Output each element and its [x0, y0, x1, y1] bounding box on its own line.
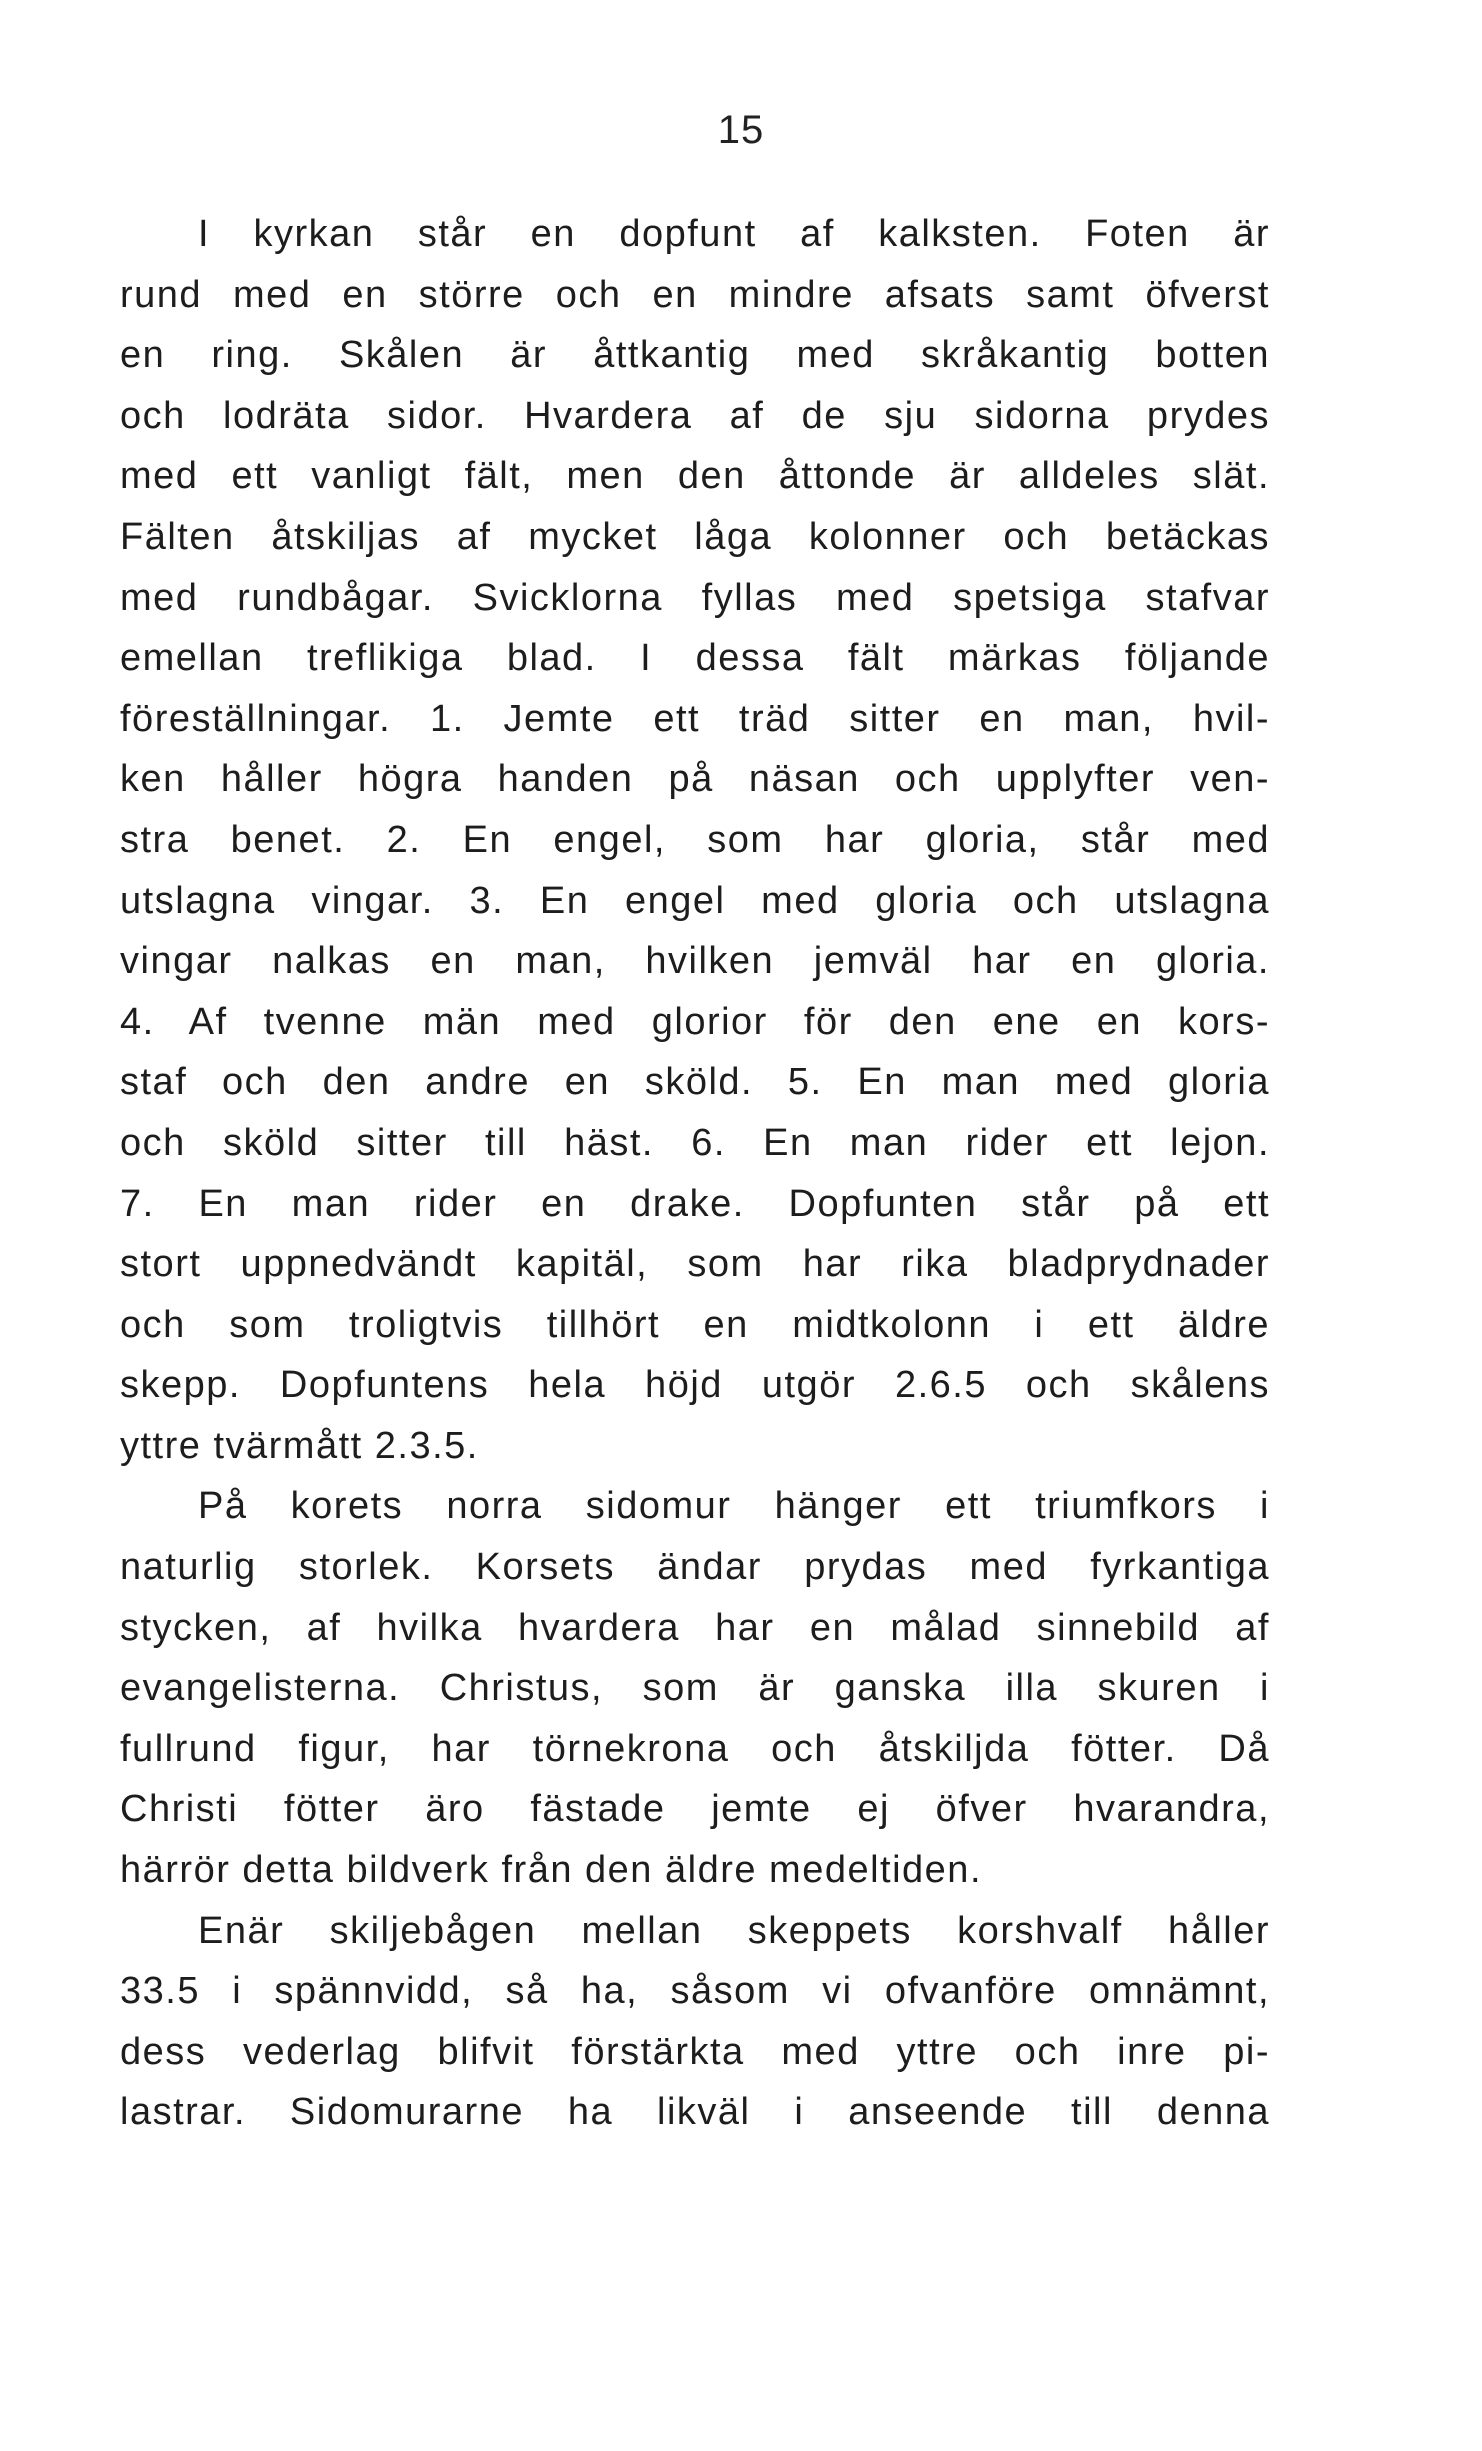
text-line: lastrar. Sidomurarne ha likväl i anseende till denna	[120, 2091, 1270, 2134]
text-line: emellan treflikiga blad. I dessa fält märkas följande	[120, 637, 1270, 680]
text-line: stycken, af hvilka hvardera har en målad sinnebild af	[120, 1606, 1270, 1649]
text-line: med rundbågar. Svicklorna fyllas med spetsiga stafvar	[120, 576, 1270, 619]
text-line: och som troligtvis tillhört en midtkolonn i ett äldre	[120, 1303, 1270, 1346]
text-line: och sköld sitter till häst. 6. En man rider ett lejon.	[120, 1121, 1270, 1164]
text-line: ken håller högra handen på näsan och upplyfter ven-	[120, 758, 1270, 801]
text-line: utslagna vingar. 3. En engel med gloria och utslagna	[120, 879, 1270, 922]
text-line: På korets norra sidomur hänger ett triumfkors i	[198, 1485, 1270, 1528]
text-line: fullrund figur, har törnekrona och åtskiljda fötter. Då	[120, 1727, 1270, 1770]
body-text	[120, 204, 1270, 2143]
text-line: stra benet. 2. En engel, som har gloria, står med	[120, 818, 1270, 861]
text-line: 4. Af tvenne män med glorior för den ene en kors-	[120, 1000, 1270, 1043]
text-line: 33.5 i spännvidd, så ha, såsom vi ofvanföre omnämnt,	[120, 1970, 1270, 2013]
text-line: stort uppnedvändt kapitäl, som har rika bladprydnader	[120, 1243, 1270, 1286]
text-line: evangelisterna. Christus, som är ganska illa skuren i	[120, 1667, 1270, 1710]
text-line: Christi fötter äro fästade jemte ej öfver hvarandra,	[120, 1788, 1270, 1831]
text-line: 7. En man rider en drake. Dopfunten står på ett	[120, 1182, 1270, 1225]
text-line: vingar nalkas en man, hvilken jemväl har en gloria.	[120, 940, 1270, 983]
page-number: 15	[717, 108, 765, 152]
text-line: Enär skiljebågen mellan skeppets korshvalf håller	[198, 1909, 1270, 1952]
text-line: naturlig storlek. Korsets ändar prydas med fyrkantiga	[120, 1546, 1270, 1589]
text-line: och lodräta sidor. Hvardera af de sju sidorna prydes	[120, 394, 1270, 437]
text-line: Fälten åtskiljas af mycket låga kolonner och betäckas	[120, 515, 1270, 558]
text-line: rund med en större och en mindre afsats samt öfverst	[120, 273, 1270, 316]
text-line: staf och den andre en sköld. 5. En man med gloria	[120, 1061, 1270, 1104]
text-line: härrör detta bildverk från den äldre medeltiden.	[120, 1849, 983, 1892]
text-line: skepp. Dopfuntens hela höjd utgör 2.6.5 och skålens	[120, 1364, 1270, 1407]
text-line: dess vederlag blifvit förstärkta med yttre och inre pi-	[120, 2030, 1270, 2073]
text-line: I kyrkan står en dopfunt af kalksten. Foten är	[198, 213, 1270, 255]
text-line: med ett vanligt fält, men den åttonde är alldeles slät.	[120, 455, 1270, 498]
text-line: föreställningar. 1. Jemte ett träd sitter en man, hvil-	[120, 697, 1270, 740]
text-line: yttre tvärmått 2.3.5.	[120, 1424, 479, 1467]
text-line: en ring. Skålen är åttkantig med skråkantig botten	[120, 334, 1270, 377]
